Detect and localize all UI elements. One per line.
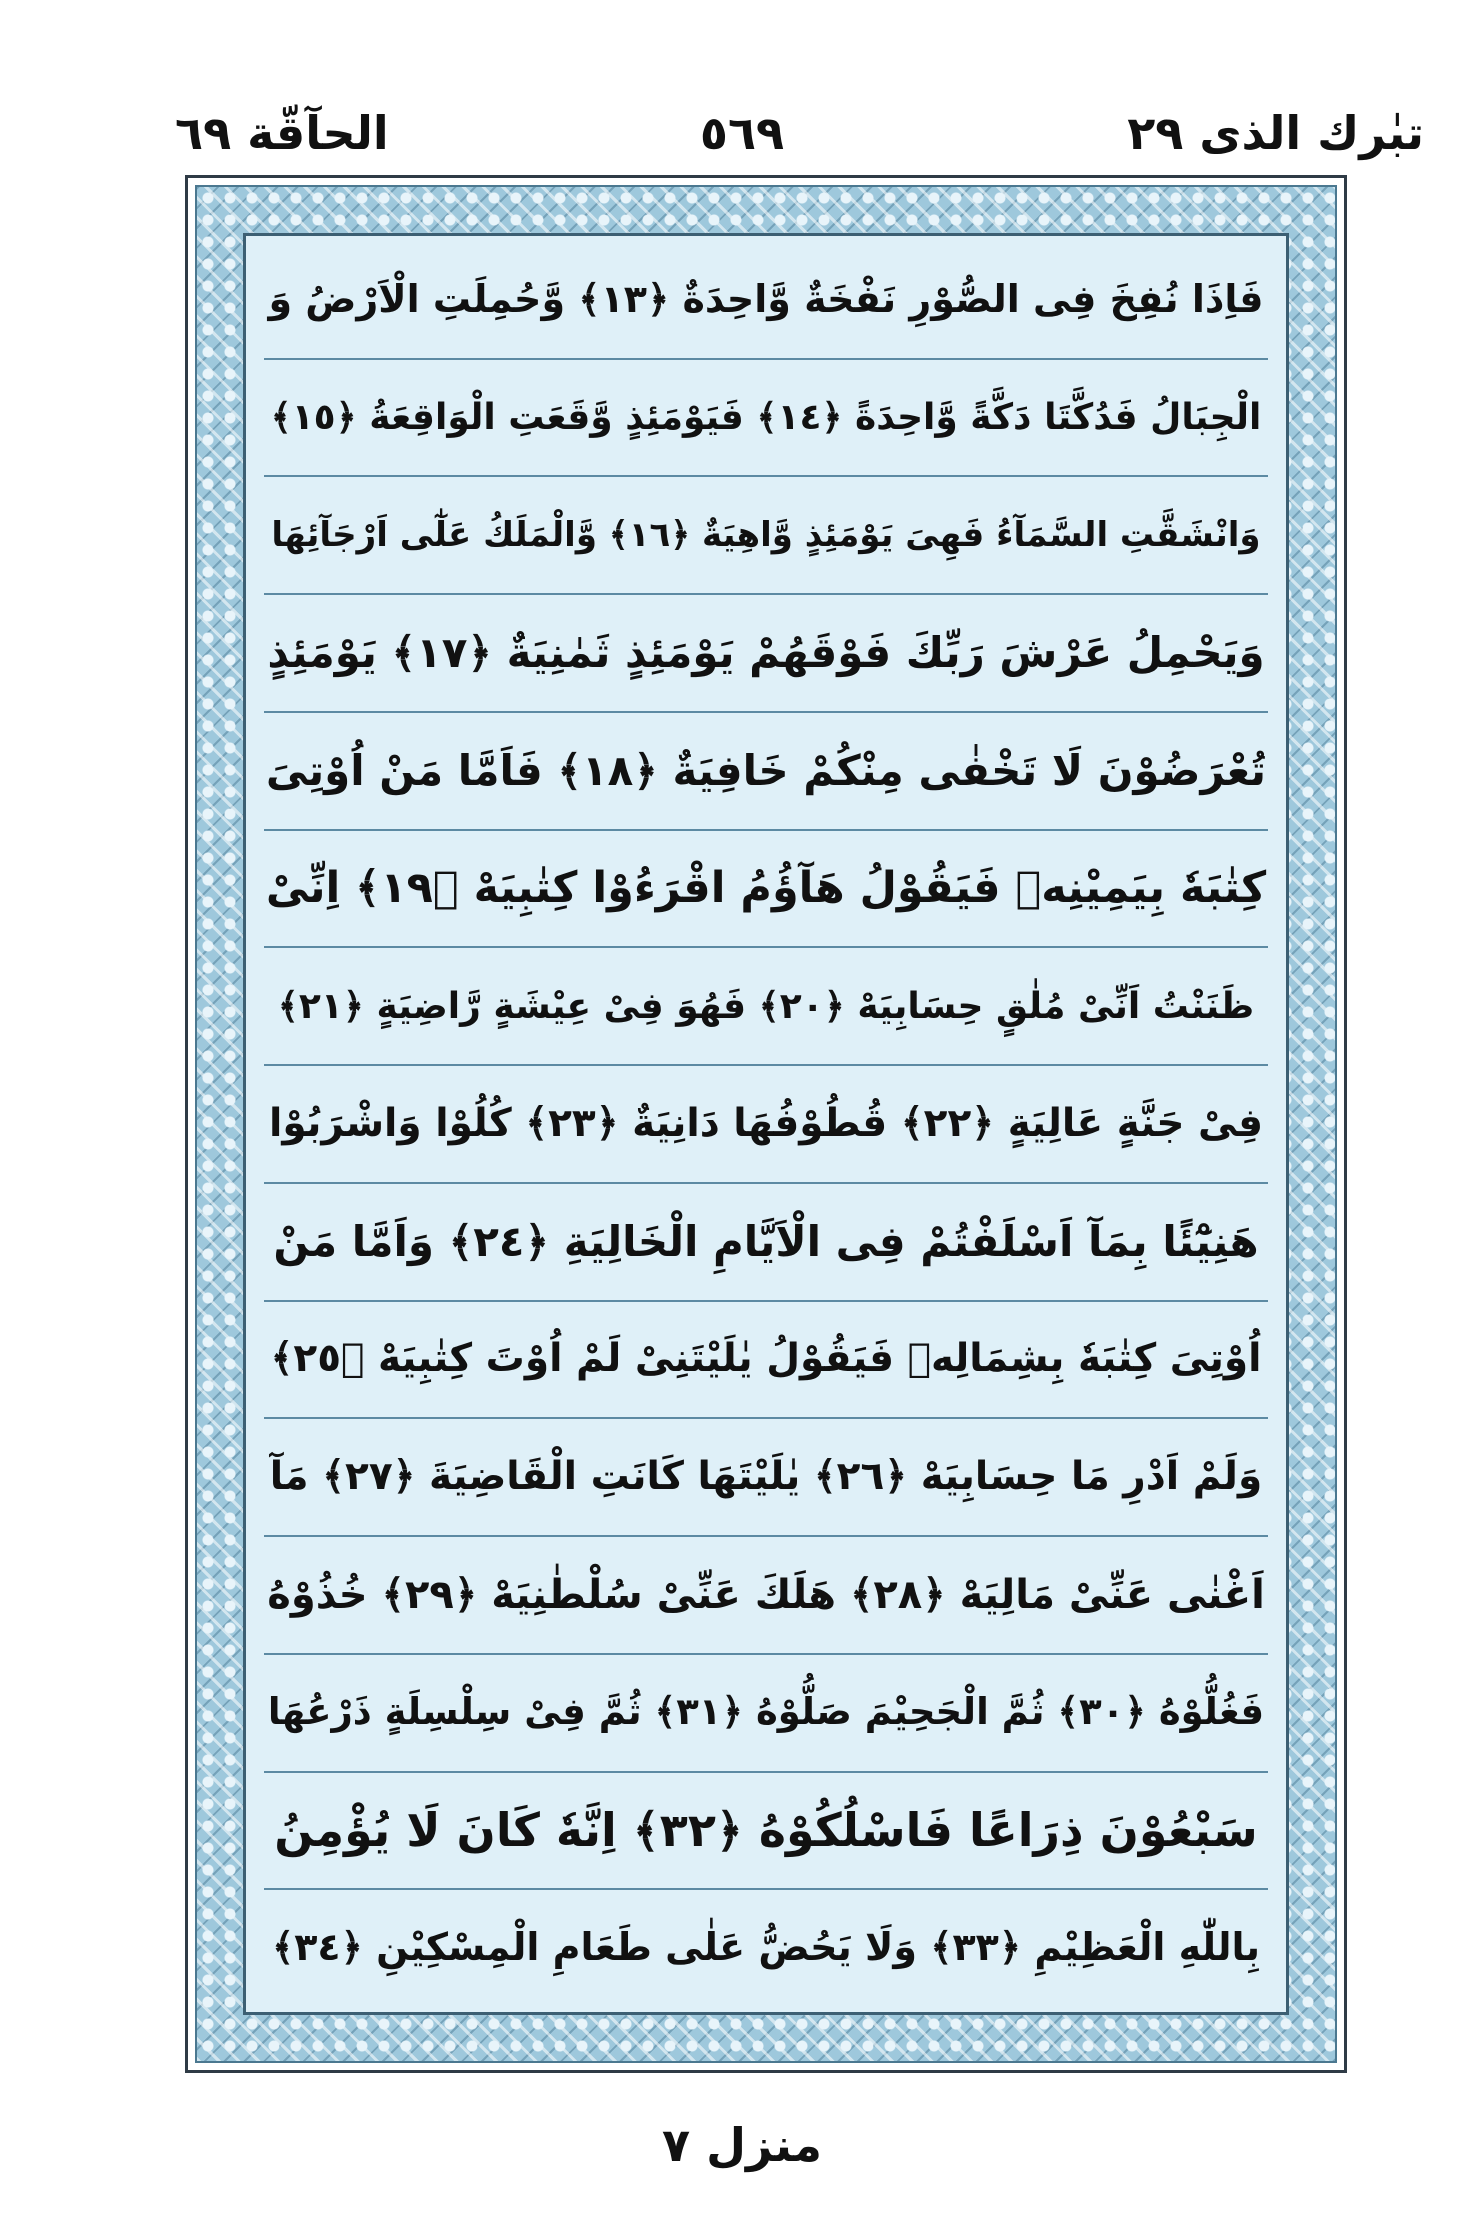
- verse-line-text: اُوْتِىَ كِتٰبَهٗ بِشِمَالِهٖ فَيَقُوْلُ يٰلَيْتَنِىْ لَمْ اُوْتَ كِتٰبِيَهْ ﴿٢٥﴾: [270, 1336, 1262, 1382]
- verse-line-text: وَيَحْمِلُ عَرْشَ رَبِّكَ فَوْقَهُمْ يَوْمَئِذٍ ثَمٰنِيَةٌ ﴿١٧﴾ يَوْمَئِذٍ: [267, 627, 1265, 677]
- verse-line-text: وَانْشَقَّتِ السَّمَآءُ فَهِىَ يَوْمَئِذٍ وَّاهِيَةٌ ﴿١٦﴾ وَّالْمَلَكُ عَلٰٓى اَرْجَآئِهَا: [271, 514, 1261, 555]
- verse-line: [264, 1066, 1268, 1184]
- verse-line: [264, 1537, 1268, 1655]
- page-frame: [185, 175, 1347, 2073]
- verse-line: [264, 1184, 1268, 1302]
- verse-line: [264, 1302, 1268, 1420]
- verse-line-text: كِتٰبَهٗ بِيَمِيْنِهٖ فَيَقُوْلُ هَآؤُمُ اقْرَءُوْا كِتٰبِيَهْ ﴿١٩﴾ اِنِّىْ: [265, 862, 1267, 913]
- verse-line: [264, 948, 1268, 1066]
- verse-line: [264, 1773, 1268, 1891]
- verse-line-text: هَنِيْٓئًا بِمَآ اَسْلَفْتُمْ فِى الْاَيَّامِ الْخَالِيَةِ ﴿٢٤﴾ وَاَمَّا مَنْ: [273, 1216, 1259, 1266]
- verse-line: [264, 242, 1268, 360]
- verse-line: [264, 1890, 1268, 2006]
- verse-line: [264, 1419, 1268, 1537]
- verse-line-text: فَاِذَا نُفِخَ فِى الصُّوْرِ نَفْخَةٌ وَّاحِدَةٌ ﴿١٣﴾ وَّحُمِلَتِ الْاَرْضُ وَ: [268, 277, 1264, 322]
- manzil-footer: منزل ٧: [662, 2118, 822, 2172]
- verse-line: [264, 713, 1268, 831]
- verse-line-text: اَغْنٰى عَنِّىْ مَالِيَهْ ﴿٢٨﴾ هَلَكَ عَنِّىْ سُلْطٰنِيَهْ ﴿٢٩﴾ خُذُوْهُ: [267, 1571, 1265, 1618]
- verse-line: [264, 831, 1268, 949]
- verse-line-text: ظَنَنْتُ اَنِّىْ مُلٰقٍ حِسَابِيَهْ ﴿٢٠﴾ فَهُوَ فِىْ عِيْشَةٍ رَّاضِيَةٍ ﴿٢١﴾: [277, 985, 1255, 1027]
- verse-line: [264, 595, 1268, 713]
- verse-panel: [243, 233, 1289, 2015]
- verse-line-text: الْجِبَالُ فَدُكَّتَا دَكَّةً وَّاحِدَةً ﴿١٤﴾ فَيَوْمَئِذٍ وَّقَعَتِ الْوَاقِعَةُ ﴿١٥﴾: [270, 397, 1262, 438]
- verse-line: [264, 1655, 1268, 1773]
- ornamental-border: [195, 185, 1337, 2063]
- verse-line: [264, 360, 1268, 478]
- verse-line-text: بِاللّٰهِ الْعَظِيْمِ ﴿٣٣﴾ وَلَا يَحُضُّ عَلٰى طَعَامِ الْمِسْكِيْنِ ﴿٣٤﴾: [271, 1925, 1261, 1970]
- verse-line: [264, 477, 1268, 595]
- juz-name-header: تبٰرك الذى ٢٩: [1127, 106, 1424, 160]
- surah-name-header: الحآقّة ٦٩: [175, 106, 389, 160]
- verse-line-text: تُعْرَضُوْنَ لَا تَخْفٰى مِنْكُمْ خَافِيَةٌ ﴿١٨﴾ فَاَمَّا مَنْ اُوْتِىَ: [265, 745, 1267, 795]
- verse-line-text: فَغُلُّوْهُ ﴿٣٠﴾ ثُمَّ الْجَحِيْمَ صَلُّوْهُ ﴿٣١﴾ ثُمَّ فِىْ سِلْسِلَةٍ ذَرْعُهَا: [267, 1690, 1265, 1734]
- verse-line-text: وَلَمْ اَدْرِ مَا حِسَابِيَهْ ﴿٢٦﴾ يٰلَيْتَهَا كَانَتِ الْقَاضِيَةَ ﴿٢٧﴾ مَآ: [269, 1453, 1263, 1499]
- verse-line-text: سَبْعُوْنَ ذِرَاعًا فَاسْلُكُوْهُ ﴿٣٢﴾ اِنَّهٗ كَانَ لَا يُؤْمِنُ: [274, 1802, 1258, 1857]
- verse-line-text: فِىْ جَنَّةٍ عَالِيَةٍ ﴿٢٢﴾ قُطُوْفُهَا دَانِيَةٌ ﴿٢٣﴾ كُلُوْا وَاشْرَبُوْا: [268, 1100, 1264, 1146]
- page-number: ٥٦٩: [699, 106, 785, 160]
